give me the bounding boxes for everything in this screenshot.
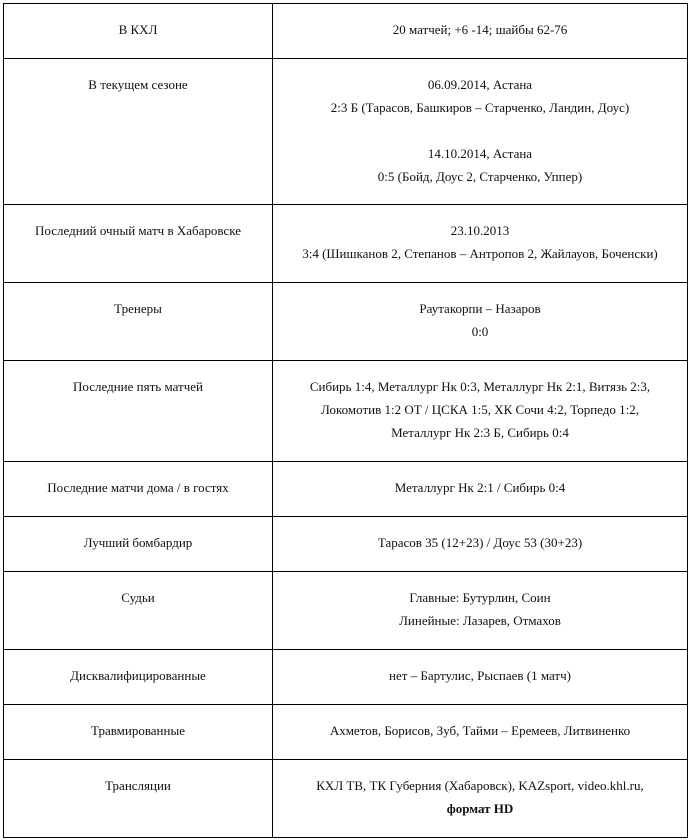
row-value: 06.09.2014, Астана 2:3 Б (Тарасов, Башкиров – Старченко, Ландин, Доус) 14.10.2014, Астана 0:5 (Бойд, Доус 2, Старченко, Уппер) <box>273 59 688 205</box>
row-label: Судьи <box>4 572 273 650</box>
broadcast-format: формат HD <box>446 801 514 816</box>
row-value: Тарасов 35 (12+23) / Доус 53 (30+23) <box>273 517 688 572</box>
table-row <box>4 59 688 205</box>
table-row <box>4 205 688 283</box>
table-row <box>4 4 688 59</box>
row-label: Лучший бомбардир <box>4 517 273 572</box>
table-row <box>4 462 688 517</box>
match-info-table <box>3 3 688 838</box>
row-label: В КХЛ <box>4 4 273 59</box>
row-value: КХЛ ТВ, ТК Губерния (Хабаровск), KAZsport, video.khl.ru, формат HD <box>273 760 688 838</box>
table-row <box>4 361 688 462</box>
row-label: Трансляции <box>4 760 273 838</box>
table-row <box>4 705 688 760</box>
row-label: Последние матчи дома / в гостях <box>4 462 273 517</box>
table-row <box>4 283 688 361</box>
row-value: Сибирь 1:4, Металлург Нк 0:3, Металлург Нк 2:1, Витязь 2:3, Локомотив 1:2 ОТ / ЦСКА 1:5, ХК Сочи 4:2, Торпедо 1:2, Металлург Нк 2:3 Б, Сибирь 0:4 <box>273 361 688 462</box>
table-row <box>4 650 688 705</box>
row-label: Травмированные <box>4 705 273 760</box>
row-value: Раутакорпи – Назаров 0:0 <box>273 283 688 361</box>
row-value: 23.10.2013 3:4 (Шишканов 2, Степанов – Антропов 2, Жайлауов, Боченски) <box>273 205 688 283</box>
row-value: 20 матчей; +6 -14; шайбы 62-76 <box>273 4 688 59</box>
row-label: Тренеры <box>4 283 273 361</box>
row-label: В текущем сезоне <box>4 59 273 205</box>
row-value: Металлург Нк 2:1 / Сибирь 0:4 <box>273 462 688 517</box>
row-value: нет – Бартулис, Рыспаев (1 матч) <box>273 650 688 705</box>
table-row <box>4 572 688 650</box>
row-value: Главные: Бутурлин, Соин Линейные: Лазарев, Отмахов <box>273 572 688 650</box>
row-label: Последний очный матч в Хабаровске <box>4 205 273 283</box>
table-row <box>4 517 688 572</box>
row-label: Последние пять матчей <box>4 361 273 462</box>
table-row <box>4 760 688 838</box>
row-value: Ахметов, Борисов, Зуб, Тайми – Еремеев, Литвиненко <box>273 705 688 760</box>
row-label: Дисквалифицированные <box>4 650 273 705</box>
